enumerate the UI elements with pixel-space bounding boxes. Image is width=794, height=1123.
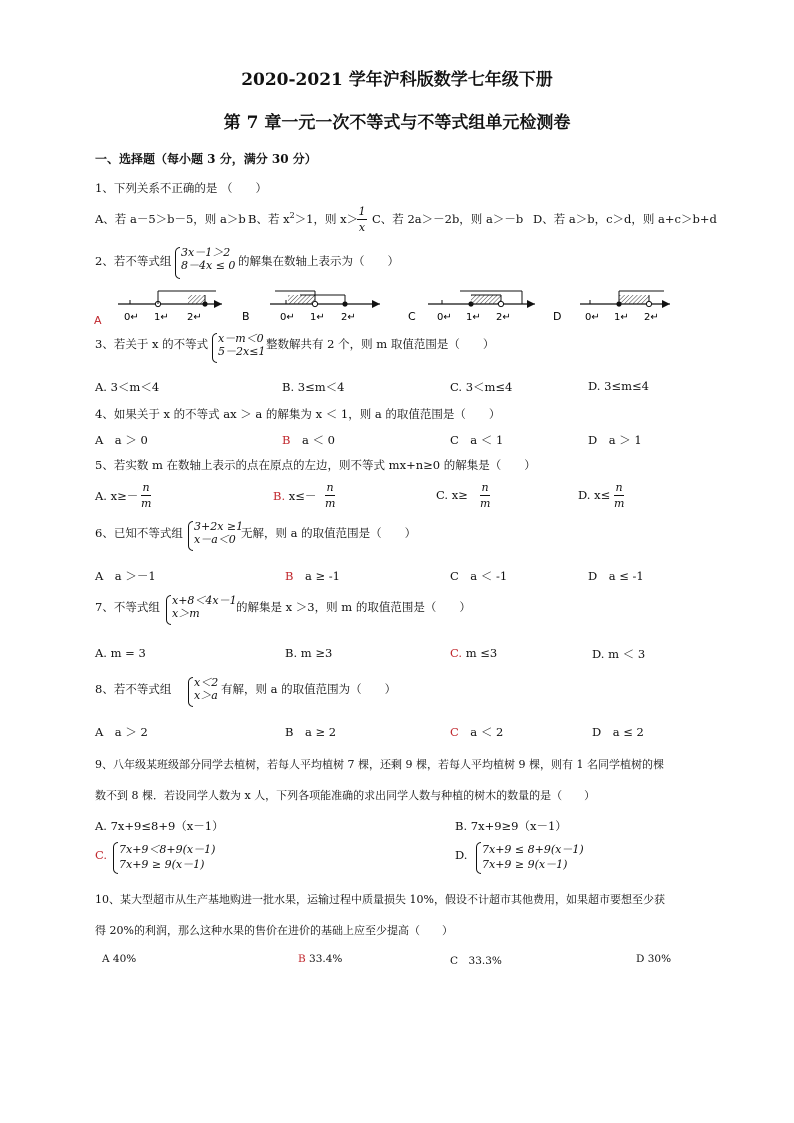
- q3-option-b: B. 3≤m＜4: [282, 380, 345, 394]
- svg-text:0↵: 0↵: [124, 312, 139, 323]
- q2-option-a-diagram: [94, 291, 222, 327]
- q3-option-c: C. 3＜m≤4: [450, 380, 513, 394]
- q9-option-c-brace: [113, 842, 118, 874]
- q7-option-d: D. m ＜ 3: [592, 647, 646, 661]
- q10-stem-line1: 10、某大型超市从生产基地购进一批水果，运输过程中质量损失 10%，假设不计超市其他费用，如果超市要想至少获: [95, 893, 665, 906]
- svg-text:1↵: 1↵: [466, 312, 481, 323]
- q3-option-a: A. 3＜m＜4: [95, 380, 160, 394]
- q6-option-b: B a ≥ -1: [285, 569, 340, 583]
- q7-option-c: C. m ≤3: [450, 646, 498, 660]
- q7-stem-prefix: 7、不等式组: [95, 600, 160, 614]
- svg-text:1↵: 1↵: [154, 312, 169, 323]
- q10-option-d: D 30%: [636, 953, 672, 965]
- q5-option-a-fraction: n m: [141, 481, 152, 510]
- q9-option-a: A. 7x+9≤8+9（x－1）: [95, 819, 224, 833]
- q8-option-d: D a ≤ 2: [592, 725, 644, 739]
- q3-stem-prefix: 3、若关于 x 的不等式: [95, 337, 209, 351]
- q7-option-b: B. m ≥3: [285, 646, 333, 660]
- q8-stem-prefix: 8、若不等式组: [95, 682, 172, 696]
- q6-option-c: C a ＜ -1: [450, 569, 508, 583]
- q1-option-b-fraction: 1 x: [358, 205, 366, 234]
- q5-option-c: C. x≥: [436, 488, 468, 502]
- svg-text:0↵: 0↵: [585, 312, 600, 323]
- q1-option-b: B、若 $x^2>1$，则 x＞: [248, 211, 359, 226]
- svg-text:2↵: 2↵: [496, 312, 511, 323]
- q8-stem-suffix: 有解，则 a 的取值范围为（ ）: [221, 682, 397, 696]
- q2-system: 3x－1＞2 8－4x ≤ 0: [181, 246, 236, 272]
- svg-text:D: D: [553, 310, 562, 323]
- q2-number-lines: [90, 282, 690, 328]
- q4-option-b: B a ＜ 0: [282, 433, 335, 447]
- svg-text:2↵: 2↵: [187, 312, 202, 323]
- q9-option-d-system: 7x+9 ≤ 8+9(x－1) 7x+9 ≥ 9(x－1): [482, 843, 584, 871]
- section-heading: 一、选择题（每小题 3 分，满分 30 分）: [95, 152, 317, 166]
- q7-stem-suffix: 的解集是 x ＞3，则 m 的取值范围是（ ）: [236, 600, 471, 614]
- q7-system-brace: [166, 595, 171, 625]
- q1-option-a: A、若 a－5＞b－5，则 a＞b: [95, 212, 246, 226]
- q6-option-a: A a ＞－1: [95, 569, 156, 583]
- svg-text:2↵: 2↵: [341, 312, 356, 323]
- q5-option-b: B. x≤－: [273, 489, 317, 503]
- q6-system-brace: [188, 521, 193, 551]
- q8-option-c: C a ＜ 2: [450, 725, 504, 739]
- q5-option-d: D. x≤: [578, 488, 611, 502]
- q9-option-c-label: C.: [95, 848, 108, 862]
- q10-option-c: C 33.3%: [450, 955, 502, 967]
- q8-system-brace: [188, 677, 193, 707]
- svg-text:1↵: 1↵: [310, 312, 325, 323]
- q2-option-d-diagram: [553, 291, 670, 323]
- svg-text:2↵: 2↵: [644, 312, 659, 323]
- svg-text:0↵: 0↵: [437, 312, 452, 323]
- q2-system-brace: [175, 247, 180, 279]
- q3-option-d: D. 3≤m≤4: [588, 379, 649, 393]
- q10-option-a: A 40%: [102, 953, 137, 965]
- q6-stem-prefix: 6、已知不等式组: [95, 526, 183, 540]
- q10-stem-line2: 得 20%的利润，那么这种水果的售价在进价的基础上应至少提高（ ）: [95, 924, 453, 937]
- q5-option-b-fraction: n m: [325, 481, 336, 510]
- q9-option-d-brace: [476, 842, 481, 874]
- svg-text:0↵: 0↵: [280, 312, 295, 323]
- q9-stem-line1: 9、八年级某班级部分同学去植树，若每人平均植树 7 棵，还剩 9 棵，若每人平均植树 9 棵，则有 1 名同学植树的棵: [95, 758, 664, 771]
- q6-option-d: D a ≤ -1: [588, 569, 644, 583]
- q1-option-d: D、若 a＞b，c＞d，则 a+c＞b+d: [533, 212, 717, 226]
- q3-stem-suffix: 整数解共有 2 个，则 m 取值范围是（ ）: [266, 337, 495, 351]
- q9-option-c-system: 7x+9＜8+9(x－1) 7x+9 ≥ 9(x－1): [119, 843, 216, 871]
- q3-system: x－m＜0 5－2x≤1: [218, 332, 266, 358]
- q9-stem-line2: 数不到 8 棵．若设同学人数为 x 人，下列各项能准确的求出同学人数与种植的树木的数量的是（ ）: [95, 789, 596, 802]
- q5-option-d-fraction: n m: [614, 481, 625, 510]
- page-title: 2020-2021 学年沪科版数学七年级下册: [241, 70, 553, 90]
- svg-text:C: C: [408, 310, 416, 323]
- q4-option-c: C a ＜ 1: [450, 433, 504, 447]
- svg-text:A: A: [94, 314, 102, 327]
- q9-option-d-label: D.: [455, 848, 468, 862]
- q6-stem-suffix: 无解，则 a 的取值范围是（ ）: [241, 526, 417, 540]
- q7-system: x+8＜4x－1 x＞m: [172, 594, 237, 620]
- q10-option-b: B 33.4%: [298, 953, 343, 965]
- q8-option-b: B a ≥ 2: [285, 725, 337, 739]
- svg-text:1↵: 1↵: [614, 312, 629, 323]
- q1-stem: 1、下列关系不正确的是 （ ）: [95, 181, 267, 195]
- q9-option-b: B. 7x+9≥9（x－1）: [455, 819, 567, 833]
- q4-stem: 4、如果关于 x 的不等式 ax ＞ a 的解集为 x ＜ 1，则 a 的取值范围是（ ）: [95, 407, 501, 421]
- q5-option-a: A. x≥－: [95, 489, 139, 503]
- q5-stem: 5、若实数 m 在数轴上表示的点在原点的左边，则不等式 mx+n≥0 的解集是（ ）: [95, 458, 536, 472]
- svg-text:B: B: [242, 310, 250, 323]
- q6-system: 3+2x ≥1 x－a＜0: [194, 520, 244, 546]
- q7-option-a: A. m = 3: [95, 646, 146, 660]
- q2-stem-prefix: 2、若不等式组: [95, 254, 172, 268]
- q1-option-c: C、若 2a＞－2b，则 a＞－b: [372, 212, 524, 226]
- q5-option-c-fraction: n m: [480, 481, 491, 510]
- q8-option-a: A a ＞ 2: [95, 725, 148, 739]
- q4-option-d: D a ＞ 1: [588, 433, 642, 447]
- q2-option-b-diagram: [242, 291, 380, 323]
- q2-option-c-diagram: [408, 291, 535, 323]
- q3-system-brace: [212, 333, 217, 363]
- q2-stem-suffix: 的解集在数轴上表示为（ ）: [238, 254, 399, 268]
- q8-system: x＜2 x＞a: [194, 676, 219, 702]
- page-subtitle: 第 7 章一元一次不等式与不等式组单元检测卷: [223, 113, 571, 133]
- q4-option-a: A a ＞ 0: [95, 433, 148, 447]
